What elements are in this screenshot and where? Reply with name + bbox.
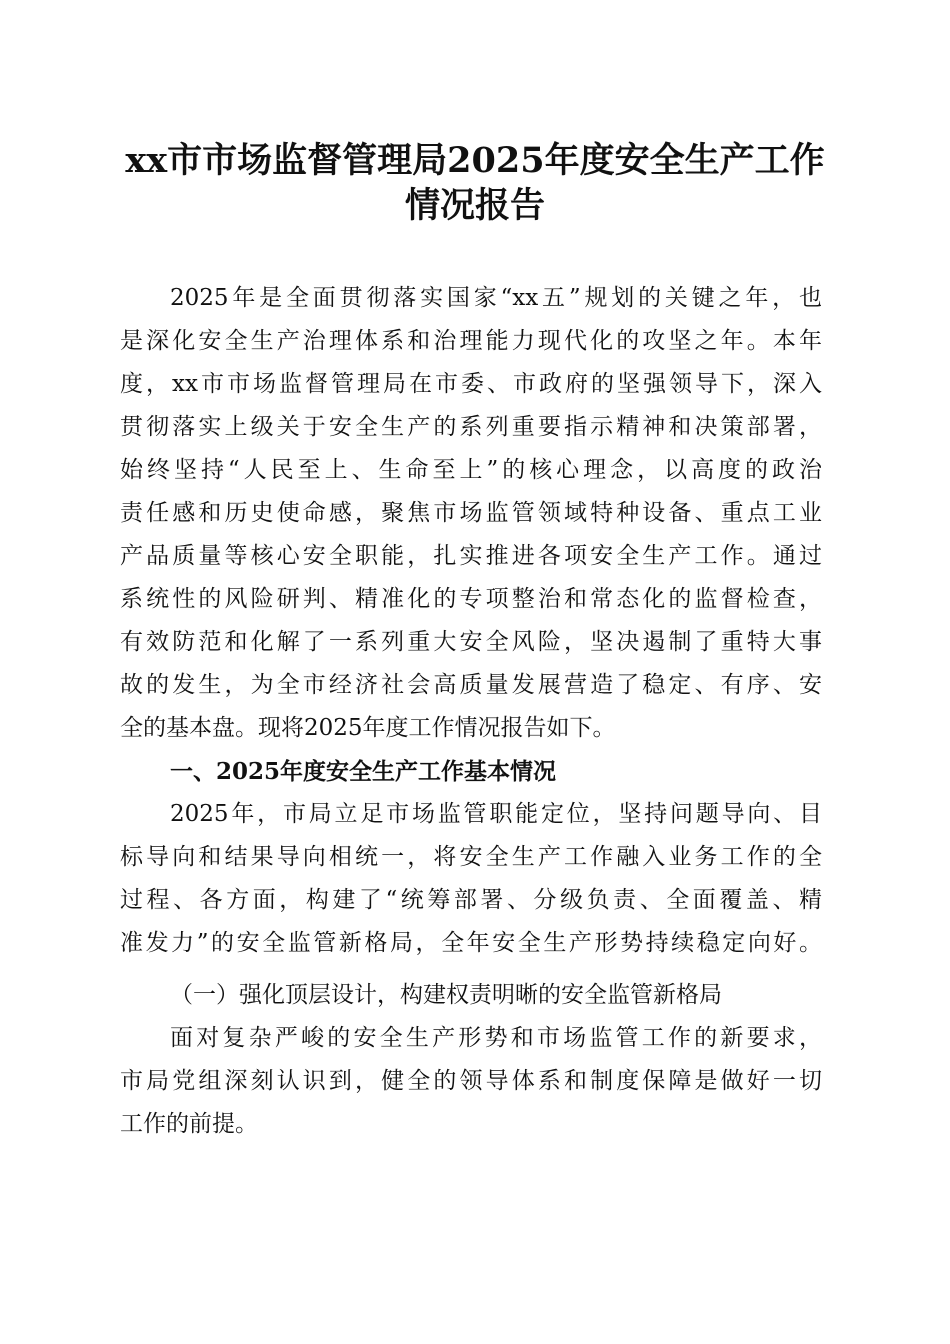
paragraph-3 <box>120 1017 822 1146</box>
text-line: 2025年，市局立足市场监管职能定位，坚持问题导向、目 <box>170 801 822 827</box>
text-line: 面对复杂严峻的安全生产形势和市场监管工作的新要求， <box>170 1025 822 1051</box>
document-body <box>120 277 822 1146</box>
title-line: 情况报告 <box>404 185 545 226</box>
text-line: 系统性的风险研判、精准化的专项整治和常态化的监督检查， <box>120 586 822 612</box>
text-line: 始终坚持“人民至上、生命至上”的核心理念，以高度的政治 <box>120 457 822 483</box>
text-line: 贯彻落实上级关于安全生产的系列重要指示精神和决策部署， <box>120 414 822 440</box>
document-title <box>100 138 850 228</box>
text-line: 度，xx市市场监督管理局在市委、市政府的坚强领导下，深入 <box>120 371 822 397</box>
text-line: 2025年是全面贯彻落实国家“xx五”规划的关键之年，也 <box>170 285 822 311</box>
text-line: 全的基本盘。现将2025年度工作情况报告如下。 <box>120 715 616 741</box>
text-line: 故的发生，为全市经济社会高质量发展营造了稳定、有序、安 <box>120 672 822 698</box>
paragraph-1 <box>120 277 822 750</box>
text-line: 准发力”的安全监管新格局，全年安全生产形势持续稳定向好。 <box>120 930 822 956</box>
section-heading-1: 一、2025年度安全生产工作基本情况 <box>170 758 557 785</box>
title-line: xx市市场监督管理局2025年度安全生产工作 <box>125 140 825 181</box>
text-line: 有效防范和化解了一系列重大安全风险，坚决遏制了重特大事 <box>120 629 822 655</box>
text-line: 过程、各方面，构建了“统筹部署、分级负责、全面覆盖、精 <box>120 887 822 913</box>
text-line: 责任感和历史使命感，聚焦市场监管领域特种设备、重点工业 <box>120 500 822 526</box>
section-heading-2: （一）强化顶层设计，构建权责明晰的安全监管新格局 <box>170 982 722 1008</box>
text-line: 市局党组深刻认识到，健全的领导体系和制度保障是做好一切 <box>120 1068 822 1094</box>
text-line: 是深化安全生产治理体系和治理能力现代化的攻坚之年。本年 <box>120 328 822 354</box>
paragraph-2 <box>120 793 822 965</box>
text-line: 产品质量等核心安全职能，扎实推进各项安全生产工作。通过 <box>120 543 822 569</box>
text-line: 标导向和结果导向相统一，将安全生产工作融入业务工作的全 <box>120 844 822 870</box>
text-line: 工作的前提。 <box>120 1111 258 1137</box>
